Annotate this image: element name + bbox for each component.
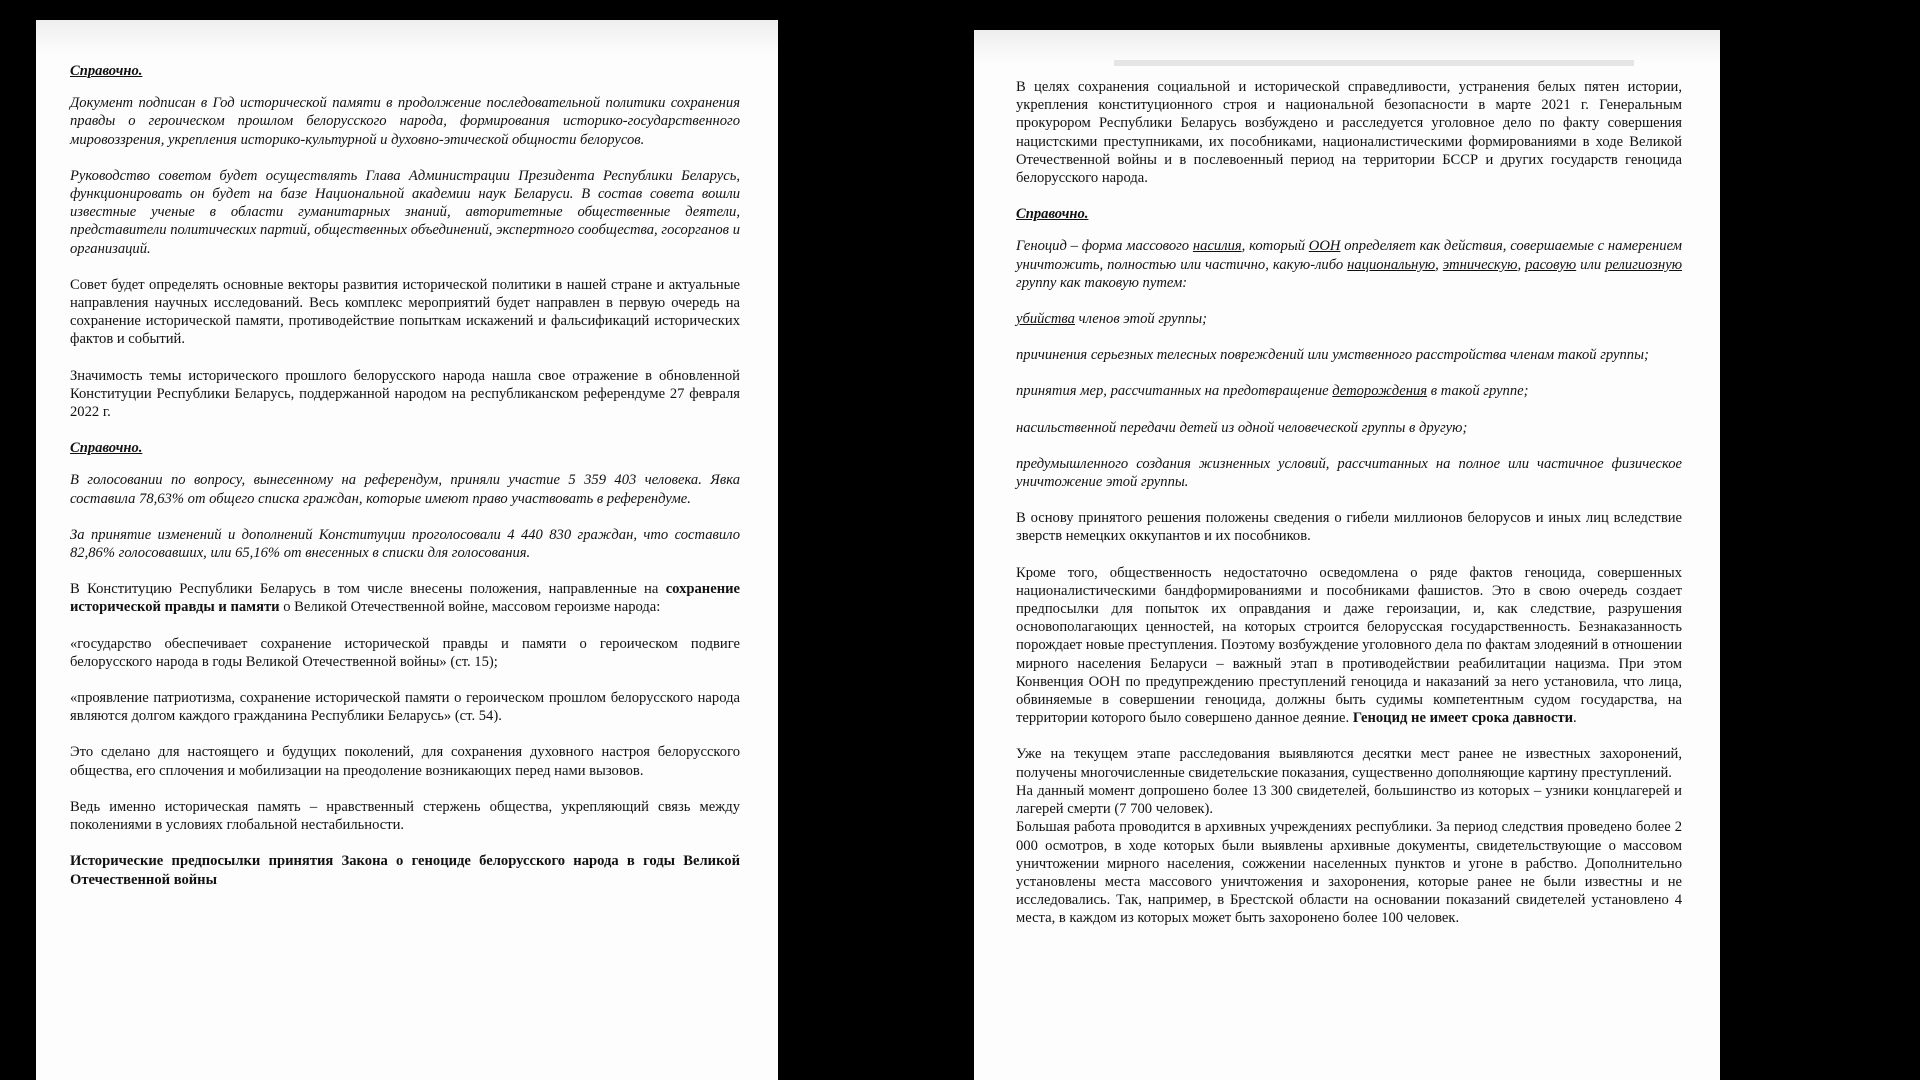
underlined-term: ООН xyxy=(1308,238,1341,255)
paragraph: В основу принятого решения положены сведения о гибели миллионов белорусов и иных лиц вследствие зверств немецких оккупантов и их пособников. xyxy=(1016,510,1682,545)
text-run: , который xyxy=(1241,238,1309,255)
text-run: Кроме того, общественность недостаточно осведомлена о ряде фактов геноцида, совершенных националистическими бандформированиями и пособниками фашистов. Это в свою очередь создает предпосылки для попыток их оправдания и даже героизации, и, как следствие, разрушения основополагающих ценностей, на которых строится белорусская государственность. Безнаказанность порождает новые преступления. Поэтому возбуждение уголовного дела по фактам злодеяний в отношении мирного населения Беларуси – важный этап в противодействии реабилитации нацизма. При этом Конвенция ООН по предупреждению преступлений геноцида и наказаний за него установила, что лица, обвиняемые в совершении геноцида, должны быть судимы компетентным судом государства, на территории которого было совершено данное деяние. xyxy=(1016,564,1682,727)
paragraph: В голосовании по вопросу, вынесенному на референдум, приняли участие 5 359 403 человека. Явка составила 78,63% от общего списка граждан, которые имеют право участвовать в референдуме. xyxy=(70,472,740,507)
text-run: Геноцид – форма массового xyxy=(1016,238,1193,255)
list-item: предумышленного создания жизненных условий, рассчитанных на полное или частичное физическое уничтожение этой группы. xyxy=(1016,455,1682,491)
quote-paragraph: «проявление патриотизма, сохранение исторической памяти о героическом прошлом белорусского народа являются долгом каждого гражданина Республики Беларусь» (ст. 54). xyxy=(70,690,740,725)
text-run: , xyxy=(1517,256,1526,273)
paragraph: Документ подписан в Год исторической памяти в продолжение последовательной политики сохранения правды о героическом прошлом белорусского народа, формирования историко-государственного мировоззрения, укрепления историко-культурной и духовно-этической общности белорусов. xyxy=(70,95,740,148)
bold-text: Геноцид не имеет срока давности xyxy=(1352,710,1574,727)
underlined-term: религиозную xyxy=(1605,256,1682,273)
scan-smudge xyxy=(974,30,1720,64)
scan-artifact xyxy=(1114,60,1634,66)
text-run: В Конституцию Республики Беларусь в том числе внесены положения, направленные на xyxy=(70,581,666,598)
underlined-term: этническую xyxy=(1442,256,1518,273)
right-page xyxy=(974,30,1720,1080)
underlined-term: деторождения xyxy=(1332,383,1428,400)
text-run: о Великой Отечественной войне, массовом героизме народа: xyxy=(279,599,661,616)
underlined-term: насилия xyxy=(1192,238,1242,255)
underlined-term: убийства xyxy=(1016,311,1075,328)
paragraph: Совет будет определять основные векторы развития исторической политики в нашей стране и актуальные направления научных исследований. Весь комплекс мероприятий будет направлен в первую очередь на сохранение исторической памяти, противодействие попыткам искажений и фальсификаций исторических фактов и событий. xyxy=(70,276,740,348)
paragraph: Это сделано для настоящего и будущих поколений, для сохранения духовного настроя белорусского общества, его сплочения и мобилизации на преодоление возникающих перед нами вызовов. xyxy=(70,744,740,779)
text-run: в такой группе; xyxy=(1427,383,1529,400)
definition-paragraph xyxy=(1016,237,1682,292)
scan-smudge xyxy=(36,20,778,54)
text-run: , xyxy=(1435,256,1443,273)
paragraph: Ведь именно историческая память – нравственный стержень общества, укрепляющий связь между поколениями в условиях глобальной нестабильности. xyxy=(70,798,740,834)
paragraph: В целях сохранения социальной и исторической справедливости, устранения белых пятен истории, укрепления конституционного строя и национальной безопасности в марте 2021 г. Генеральным прокурором Республики Беларусь возбуждено и расследуется уголовное дело по факту совершения нацистскими преступниками, их пособниками, националистическими формированиями в ходе Великой Отечественной войны и в послевоенный период на территории БССР и других государств геноцида белорусского народа. xyxy=(1016,79,1682,187)
paragraph: Уже на текущем этапе расследования выявляются десятки мест ранее не известных захоронений, получены многочисленные свидетельские показания, существенно дополняющие картину преступлений. xyxy=(1016,746,1682,781)
paragraph: Руководство советом будет осуществлять Глава Администрации Президента Республики Беларусь, функционировать он будет на базе Национальной академии наук Беларуси. В состав совета вошли известные ученые в области гуманитарных знаний, авторитетные общественные деятели, представители политических партий, общественных объединений, экспертного сообщества, госорганов и организаций. xyxy=(70,167,740,257)
reference-heading: Справочно. xyxy=(70,440,143,457)
list-item: насильственной передачи детей из одной человеческой группы в другую; xyxy=(1016,419,1468,436)
reference-heading: Справочно. xyxy=(70,63,143,79)
text-run: группу как таковую путем: xyxy=(1016,274,1188,291)
paragraph: Значимость темы исторического прошлого белорусского народа нашла свое отражение в обновленной Конституции Республики Беларусь, поддержанной народом на республиканском референдуме 27 февраля 2022 г. xyxy=(70,367,740,421)
left-page xyxy=(36,20,778,1080)
list-item: причинения серьезных телесных повреждений или умственного расстройства членам такой группы; xyxy=(1016,347,1649,364)
section-heading: Исторические предпосылки принятия Закона о геноциде белорусского народа в годы Великой Отечественной войны xyxy=(70,853,740,888)
bold-text: сохранение исторической правды и памяти xyxy=(70,581,740,616)
paragraph xyxy=(70,580,740,616)
list-item xyxy=(1016,382,1682,400)
text-run: членов этой группы; xyxy=(1074,311,1207,328)
paragraph xyxy=(1016,564,1682,728)
text-run: . xyxy=(1573,710,1577,727)
underlined-term: расовую xyxy=(1525,256,1577,273)
quote-paragraph: «государство обеспечивает сохранение исторической правды и памяти о героическом подвиге белорусского народа в годы Великой Отечественной войны» (ст. 15); xyxy=(70,635,740,670)
text-run: принятия мер, рассчитанных на предотвращение xyxy=(1016,383,1333,400)
underlined-term: национальную xyxy=(1347,256,1436,273)
text-run: определяет как действия, совершаемые с намерением уничтожить, полностью или частично, какую-либо xyxy=(1016,238,1682,273)
reference-heading: Справочно. xyxy=(1016,206,1089,223)
paragraph: Большая работа проводится в архивных учреждениях республики. За период следствия проведено более 2 000 осмотров, в ходе которых были выявлены архивные документы, свидетельствующие о массовом уничтожении мирного населения, сожжении населенных пунктов и угоне в рабство. Дополнительно установлены места массового уничтожения и захоронения, которые ранее не были известны и не исследовались. Так, например, в Брестской области на основании показаний свидетелей установлено 4 места, в каждом из которых может быть захоронено более 100 человек. xyxy=(1016,819,1682,927)
paragraph: На данный момент допрошено более 13 300 свидетелей, большинство из которых – узники концлагерей и лагерей смерти (7 700 человек). xyxy=(1016,782,1682,818)
list-item xyxy=(1016,310,1682,328)
paragraph: За принятие изменений и дополнений Конституции проголосовали 4 440 830 граждан, что составило 82,86% голосовавших, или 65,16% от внесенных в списки для голосования. xyxy=(70,526,740,562)
text-run: или xyxy=(1576,256,1606,273)
